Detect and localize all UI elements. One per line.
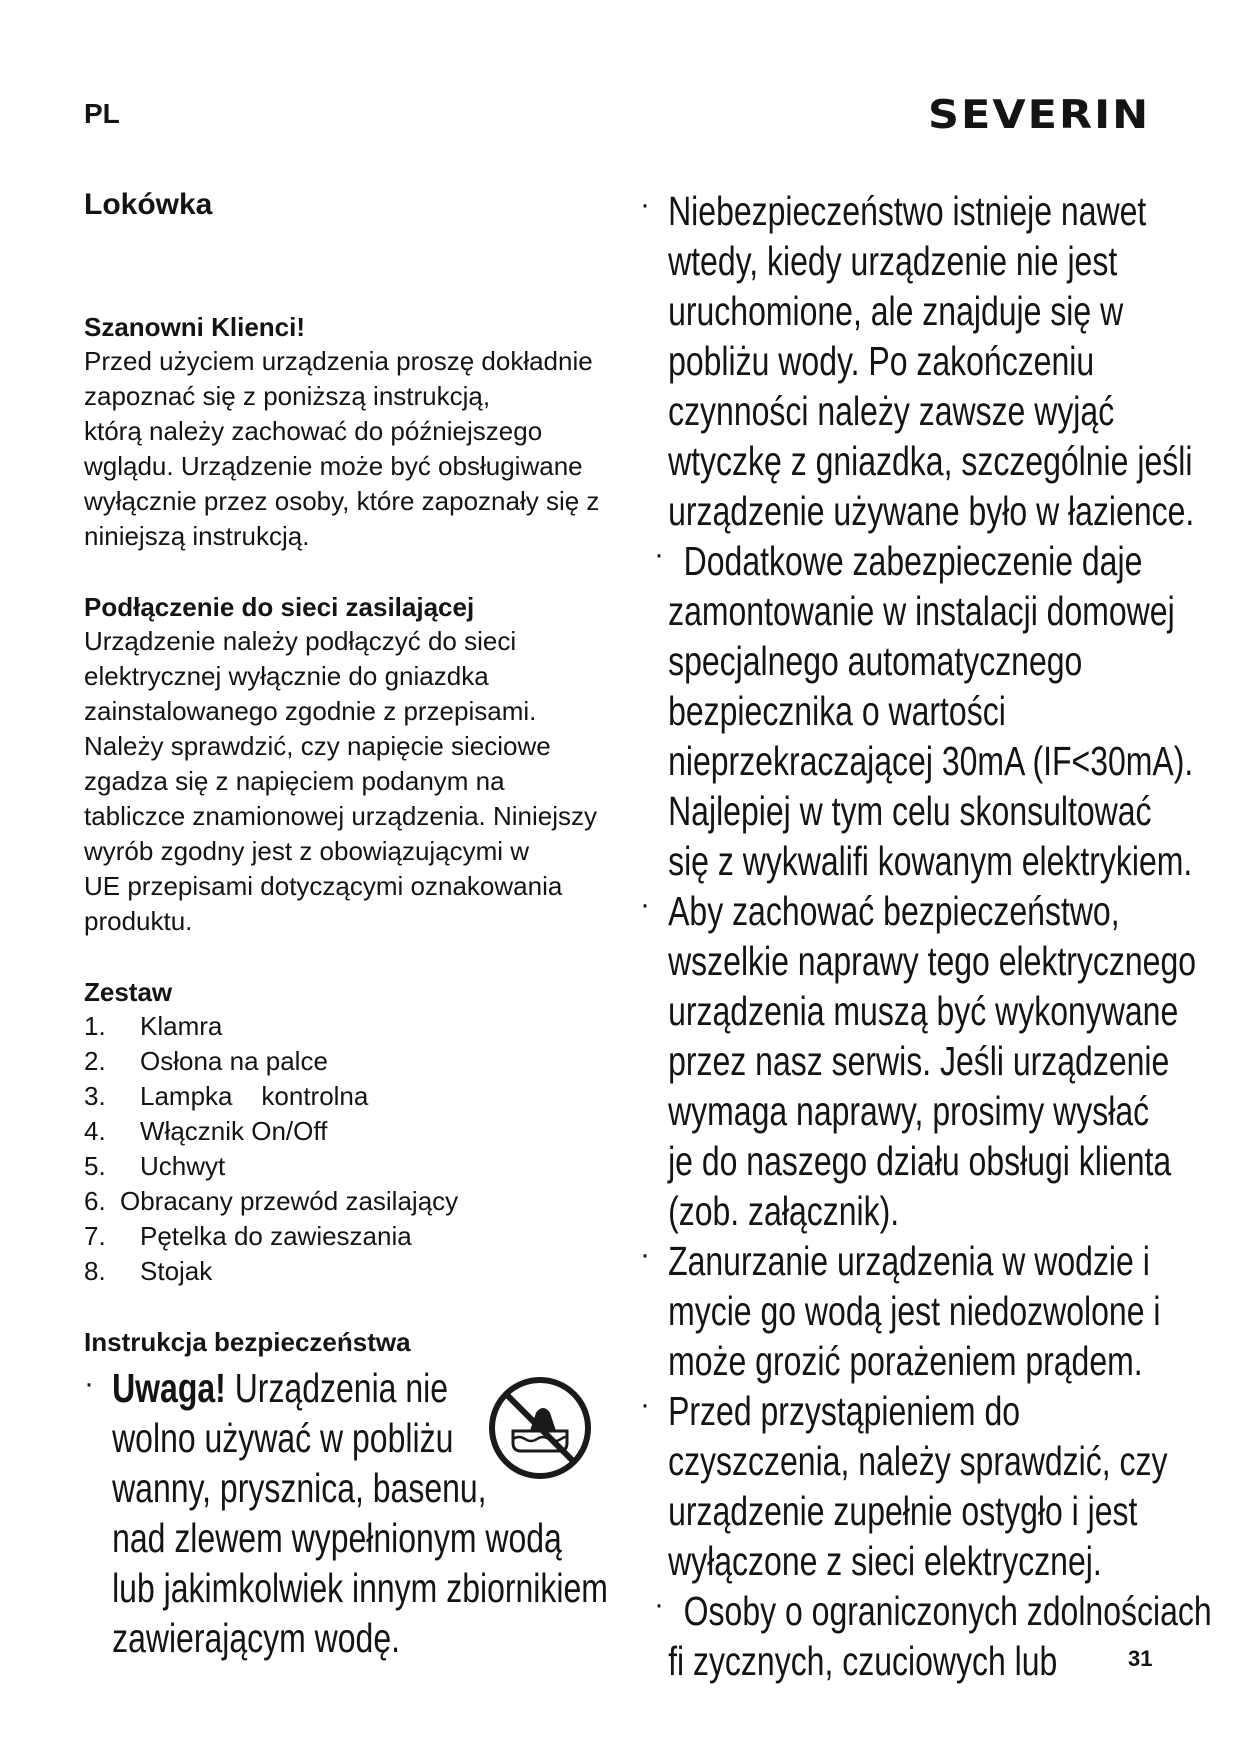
warning-text: Uwaga! Urządzenia nie wolno używać w pobliżu wanny, prysznica, basenu, nad zlewem wypełnionym wodą lub jakimkolwiek innym zbiornikiem zawierającym wodę. (112, 1365, 608, 1661)
intro-heading: Szanowni Klienci! (84, 312, 306, 342)
bullet-dot: · (654, 538, 664, 571)
bullet-dot: · (654, 1588, 664, 1621)
no-water-bath-icon (485, 1373, 595, 1483)
bullet-dot: · (84, 1367, 94, 1400)
safety-item: · Osoby o ograniczonych zdolnościach fi zycznych, czuciowych lub (654, 1588, 1212, 1684)
kit-heading: Zestaw (84, 977, 173, 1007)
bullet-dot: · (640, 888, 650, 921)
safety-heading: Instrukcja bezpieczeństwa (84, 1327, 411, 1357)
safety-item: · Niebezpieczeństwo istnieje nawet wtedy, kiedy urządzenie nie jest uruchomione, ale znajduje się w pobliżu wody. Po zakończeniu czynności należy zawsze wyjąć wtyczkę z gniazdka, szczególnie jeśli urządzenie używane było w łazience. (640, 188, 1195, 534)
list-item: 3. Lampka kontrolna (84, 1081, 369, 1111)
power-text: Urządzenie należy podłączyć do sieci elektrycznej wyłącznie do gniazdka zainstalowanego zgodnie z przepisami. Należy sprawdzić, czy napięcie sieciowe zgadza się z napięciem podanym na tabliczce znamionowej urządzenia. Niniejszy wyrób zgodny jest z obowiązującymi w UE przepisami dotyczącymi oznakowania produktu. (84, 626, 598, 936)
safety-item: · Przed przystąpieniem do czyszczenia, należy sprawdzić, czy urządzenie zupełnie ostygło i jest wyłączone z sieci elektrycznej. (640, 1388, 1168, 1584)
language-code: PL (84, 98, 120, 129)
warning-bold: Uwaga! (112, 1365, 226, 1411)
list-item: 6. Obracany przewód zasilający (84, 1186, 459, 1216)
bullet-dot: · (640, 188, 650, 221)
safety-item: · Aby zachować bezpieczeństwo, wszelkie naprawy tego elektrycznego urządzenia muszą być wykonywane przez nasz serwis. Jeśli urządzenie wymaga naprawy, prosimy wysłać je do naszego działu obsługi klienta (zob. załącznik). (640, 888, 1197, 1234)
page-number: 31 (1128, 1646, 1153, 1671)
list-item: 7. Pętelka do zawieszania (84, 1221, 412, 1251)
right-column (640, 186, 1220, 1686)
power-section (84, 590, 624, 939)
list-item: 1. Klamra (84, 1011, 223, 1041)
kit-list (84, 1009, 624, 1289)
intro-section (84, 310, 624, 554)
intro-text: Przed użyciem urządzenia proszę dokładnie zapoznać się z poniższą instrukcją, którą należy zachować do późniejszego wglądu. Urządzenie może być obsługiwane wyłącznie przez osoby, które zapoznały się z niniejszą instrukcją. (84, 346, 600, 551)
safety-item: · Zanurzanie urządzenia w wodzie i mycie go wodą jest niedozwolone i może grozić porażeniem prądem. (640, 1238, 1161, 1384)
list-item: 2. Osłona na palce (84, 1046, 328, 1076)
power-heading: Podłączenie do sieci zasilającej (84, 592, 475, 622)
safety-item: · Dodatkowe zabezpieczenie daje zamontowanie w instalacji domowej specjalnego automatycznego bezpiecznika o wartości nieprzekraczającej 30mA (IF<30mA). Najlepiej w tym celu skonsultować się z wykwalifi kowanym elektrykiem. (654, 538, 1194, 884)
list-item: 8. Stojak (84, 1256, 213, 1286)
page-title: Lokówka (84, 188, 213, 221)
kit-section (84, 975, 624, 1289)
list-item: 4. Włącznik On/Off (84, 1116, 328, 1146)
list-item: 5. Uchwyt (84, 1151, 226, 1181)
bullet-dot: · (640, 1238, 650, 1271)
brand-logo: SEVERIN (928, 92, 1151, 138)
bullet-dot: · (640, 1388, 650, 1421)
